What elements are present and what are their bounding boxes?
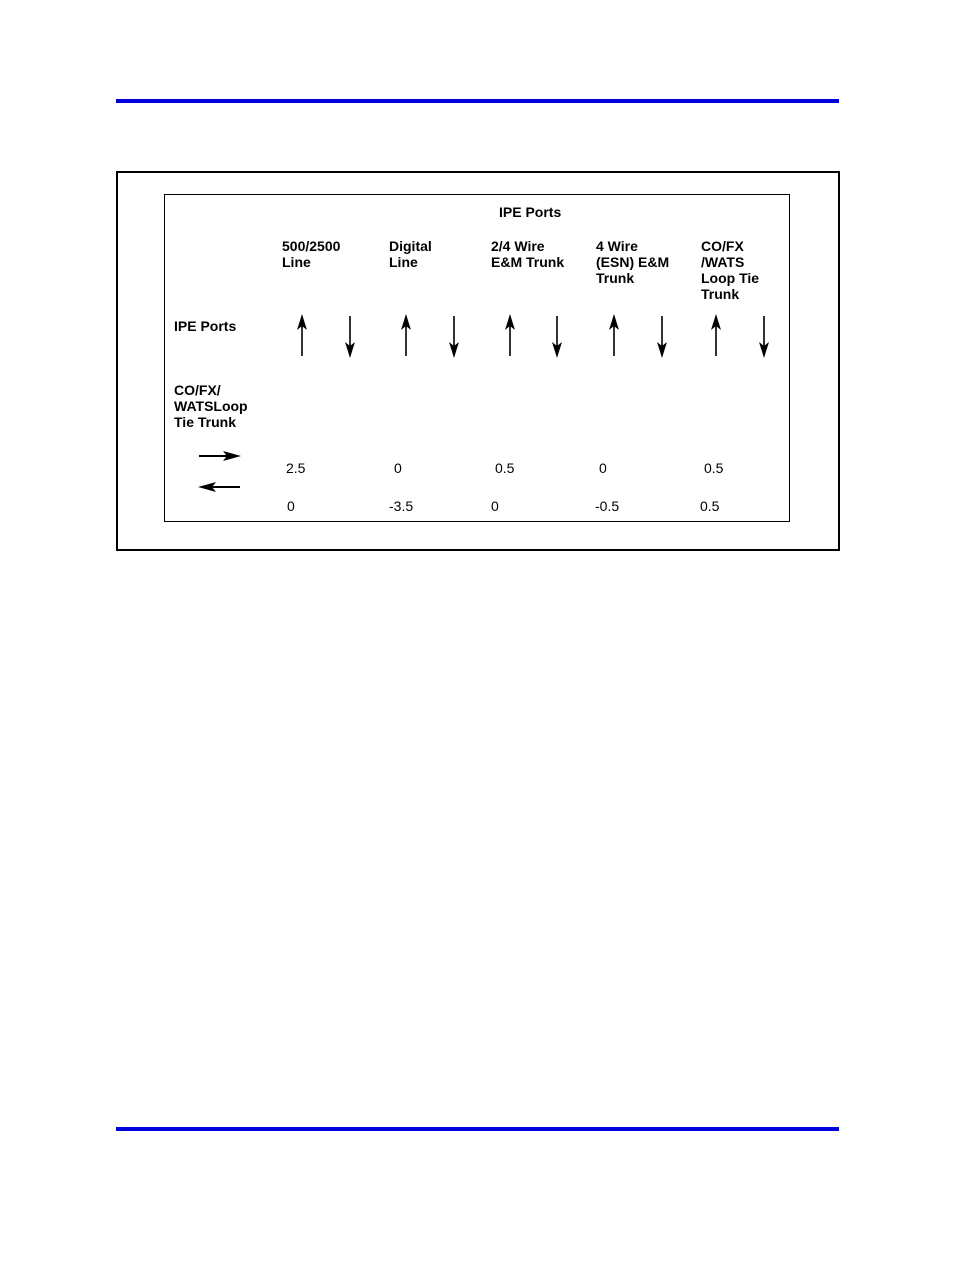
column-label-co-fx-wats-loop-tie-trunk: CO/FX /WATS Loop Tie Trunk xyxy=(701,238,760,302)
column-label-500-2500-line: 500/2500 Line xyxy=(282,238,341,270)
arrow-up-icon xyxy=(710,314,722,358)
arrow-right-icon xyxy=(199,450,243,462)
column-label-2-4-wire-em-trunk: 2/4 Wire E&M Trunk xyxy=(491,238,565,270)
value-2-4-wire-em-trunk-receive: 0 xyxy=(491,498,499,514)
column-label-4-wire-esn-em-trunk: 4 Wire (ESN) E&M Trunk xyxy=(596,238,670,286)
header-rule xyxy=(116,99,839,103)
arrow-up-icon xyxy=(400,314,412,358)
arrow-left-icon xyxy=(198,481,242,493)
arrow-up-icon xyxy=(504,314,516,358)
value-digital-line-receive: -3.5 xyxy=(389,498,414,514)
arrow-up-icon xyxy=(296,314,308,358)
value-4-wire-esn-em-trunk-transmit: 0 xyxy=(599,460,607,476)
column-label-digital-line: Digital Line xyxy=(389,238,432,270)
value-digital-line-transmit: 0 xyxy=(394,460,402,476)
row-label-ipe-ports: IPE Ports xyxy=(174,318,237,334)
row-label-co-fx-wats-loop-tie-trunk: CO/FX/ WATSLoop Tie Trunk xyxy=(174,382,248,430)
value-4-wire-esn-em-trunk-receive: -0.5 xyxy=(595,498,620,514)
value-500-2500-line-transmit: 2.5 xyxy=(286,460,306,476)
arrow-down-icon xyxy=(344,316,356,360)
value-2-4-wire-em-trunk-transmit: 0.5 xyxy=(495,460,515,476)
value-co-fx-wats-loop-tie-trunk-transmit: 0.5 xyxy=(704,460,724,476)
figure-table xyxy=(164,194,790,522)
arrow-down-icon xyxy=(656,316,668,360)
footer-rule xyxy=(116,1127,839,1131)
arrow-up-icon xyxy=(608,314,620,358)
value-500-2500-line-receive: 0 xyxy=(287,498,295,514)
value-co-fx-wats-loop-tie-trunk-receive: 0.5 xyxy=(700,498,720,514)
ipe-ports-header: IPE Ports xyxy=(499,204,562,220)
arrow-down-icon xyxy=(758,316,770,360)
arrow-down-icon xyxy=(551,316,563,360)
arrow-down-icon xyxy=(448,316,460,360)
